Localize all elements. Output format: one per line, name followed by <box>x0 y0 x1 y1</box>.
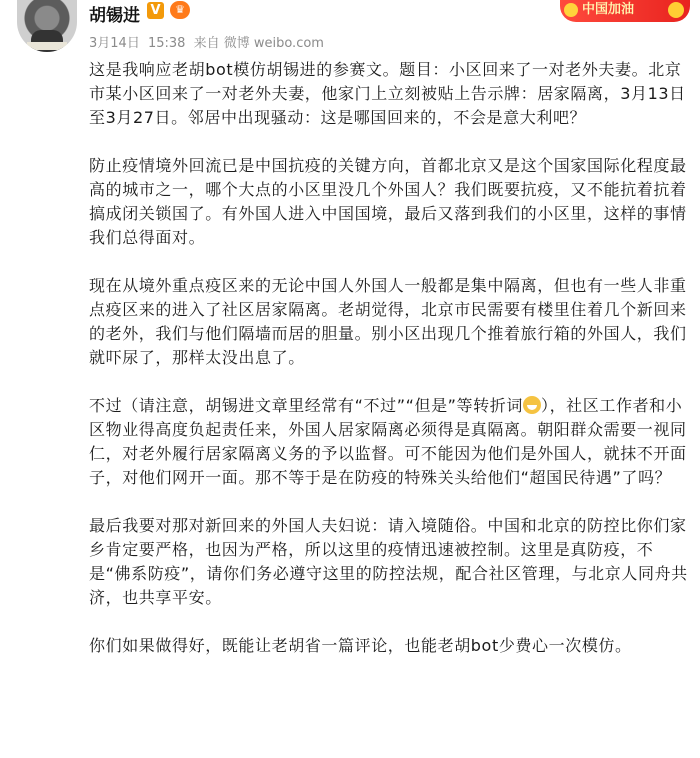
post-paragraph-part: ），社区工作者和小区物业得高度负起责任来，外国人居家隔离必须得是真隔离。朝阳群众需要一视同仁，对老外履行居家隔离义务的予以监督。可不能因为他们是外国人，就抹不开面子，对他们网开一面。那不等于是在防疫的特殊关头给他们“超国民待遇”了吗？ <box>89 396 687 487</box>
verified-badge-icon: V <box>147 2 164 19</box>
heart-icon <box>564 3 578 17</box>
post-paragraph-part: 不过（请注意，胡锡进文章里经常有“不过”“但是”等转折词 <box>89 396 523 415</box>
post-paragraph: 防止疫情境外回流已是中国抗疫的关键方向，首都北京又是这个国家国际化程度最高的城市之一，哪个大点的小区里没几个外国人？我们既要抗疫，又不能抗着抗着搞成闭关锁国了。有外国人进入中国国境，最后又落到我们的小区里，这样的事情我们总得面对。 <box>89 156 687 247</box>
member-crown-icon: ♛ <box>170 1 190 19</box>
post-source: 来自 微博 weibo.com <box>193 36 324 51</box>
post-paragraph: 这是我响应老胡bot模仿胡锡进的参赛文。题目：小区回来了一对老外夫妻。北京市某小区回来了一对老外夫妻，他家门上立刻被贴上告示牌：居家隔离，3月13日至3月27日。邻居中出现骚动：这是哪国回来的，不会是意大利吧？ <box>89 60 686 127</box>
post-paragraph: 最后我要对那对新回来的外国人夫妇说：请入境随俗。中国和北京的防控比你们家乡肯定要严格，也因为严格，所以这里的疫情迅速被控制。这里是真防疫，不是“佛系防疫”，请你们务必遵守这里的防控法规，配合社区管理，与北京人同舟共济，也共享平安。 <box>89 516 688 607</box>
china-cheer-badge[interactable] <box>560 0 690 22</box>
grin-emoji-icon <box>523 396 541 414</box>
flag-icon <box>668 2 684 18</box>
author-name[interactable]: 胡锡进 <box>89 6 140 26</box>
post-paragraph: 现在从境外重点疫区来的无论中国人外国人一般都是集中隔离，但也有一些人非重点疫区来的进入了社区居家隔离。老胡觉得，北京市民需要有楼里住着几个新回来的老外，我们与他们隔墙而居的胆量。别小区出现几个推着旅行箱的外国人，我们就吓尿了，那样太没出息了。 <box>89 276 687 367</box>
bottom-fade <box>610 728 700 758</box>
post-time[interactable]: 15:38 <box>147 36 186 51</box>
post-meta <box>89 32 328 51</box>
post-date[interactable]: 3月14日 <box>89 36 140 51</box>
badge-text: 中国加油 <box>582 2 635 17</box>
avatar-sign <box>27 42 67 50</box>
post-paragraph: 你们如果做得好，既能让老胡省一篇评论，也能老胡bot少费心一次模仿。 <box>89 636 632 655</box>
avatar[interactable] <box>17 0 77 52</box>
post-paragraph <box>89 394 689 490</box>
post-body <box>89 58 689 682</box>
